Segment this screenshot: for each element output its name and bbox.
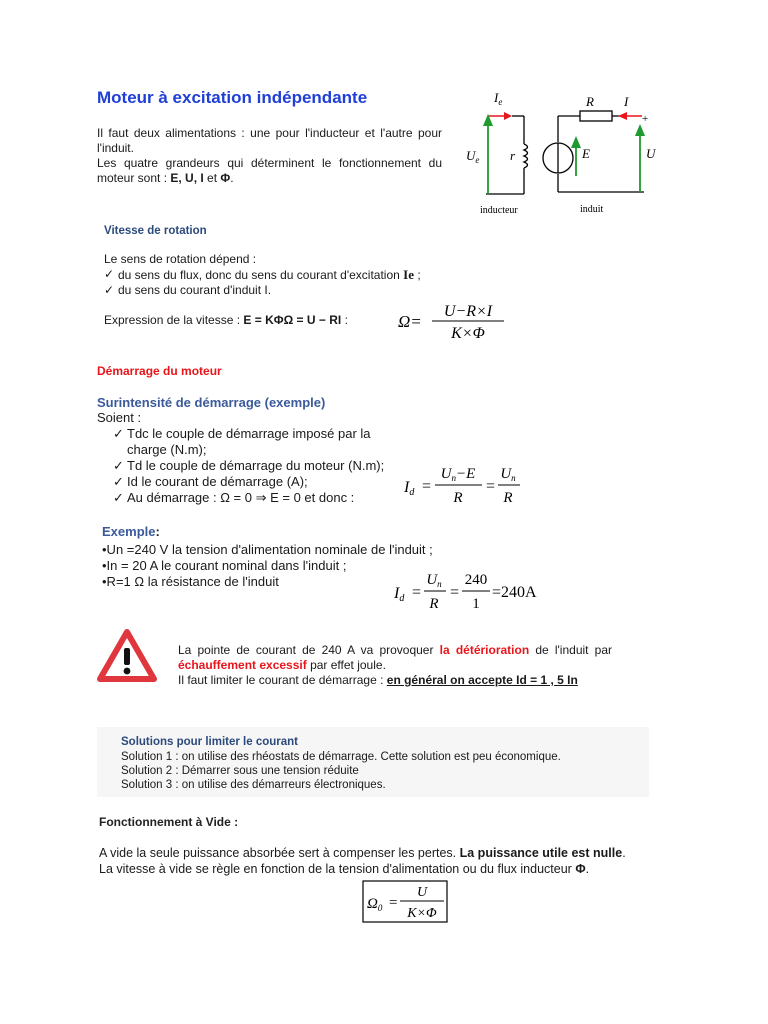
list-item: ✓ Au démarrage : Ω = 0 ⇒ E = 0 et donc :	[113, 490, 355, 505]
induit-label: induit	[580, 204, 604, 215]
ue-arrow	[483, 114, 493, 194]
list-item: ✓ du sens du flux, donc du sens du courant d'excitation Ie ;	[104, 267, 421, 282]
svg-text:=: =	[422, 478, 432, 495]
vitesse-list	[104, 267, 464, 298]
inducteur-label: inducteur	[480, 205, 518, 216]
svg-text:Un−E: $U_n-E$	[440, 466, 476, 483]
svg-text:=240A: =240A	[492, 584, 537, 601]
plus-label: +	[642, 113, 649, 125]
svg-text:=: =	[389, 895, 398, 911]
list-item: Solution 3 : on utilise des démarreurs électroniques.	[121, 779, 386, 791]
warning-text	[178, 643, 612, 688]
svg-text:Ω0: $\Omega_0$	[367, 896, 383, 913]
list-item: ✓ Id le courant de démarrage (A);	[113, 474, 308, 489]
svg-text:U: U	[416, 885, 428, 900]
surintensite-heading: Surintensité de démarrage (exemple)	[97, 395, 326, 410]
circuit-diagram	[460, 86, 660, 218]
list-item: ✓ Td le couple de démarrage du moteur (N.m);	[113, 458, 385, 473]
vitesse-heading: Vitesse de rotation	[104, 225, 207, 237]
i-arrow	[618, 112, 642, 120]
svg-text:Ω=: Ω=	[398, 312, 422, 331]
vide-formula	[362, 880, 448, 924]
svg-text:K×Φ: K×Φ	[451, 325, 485, 342]
svg-text:Un: $U_n$	[500, 466, 516, 483]
exemple-line: •Un =240 V la tension d'alimentation nominale de l'induit ;	[102, 542, 433, 557]
intro-line-2: Les quatre grandeurs qui déterminent le fonctionnement du moteur sont : E, U, I et Φ.	[97, 156, 442, 185]
demarrage-heading: Démarrage du moteur	[97, 364, 222, 378]
svg-text:R: R	[503, 490, 513, 506]
R-label: R	[586, 94, 594, 109]
svg-text:U−R×I: U−R×I	[443, 303, 493, 320]
warning-line-1: La pointe de courant de 240 A va provoquer la détérioration de l'induit par échauffement excessif par effet joule.	[178, 643, 612, 672]
demarrage-list	[113, 426, 413, 506]
vitesse-expression: Expression de la vitesse : E = KΦΩ = U − RI :	[104, 313, 348, 327]
vide-line-1: A vide la seule puissance absorbée sert à compenser les pertes. La puissance utile est nulle.	[99, 846, 626, 860]
svg-text:=: =	[412, 584, 422, 601]
svg-text:Id: Id	[394, 585, 405, 604]
vitesse-section	[104, 252, 464, 298]
list-item: Solution 1 : on utilise des rhéostats de démarrage. Cette solution est peu économique.	[121, 751, 561, 763]
svg-text:K×Φ: K×Φ	[407, 906, 437, 921]
vide-line-2: La vitesse à vide se règle en fonction de la tension d'alimentation ou du flux inducteur Φ.	[99, 862, 590, 876]
I-label: I	[624, 94, 629, 109]
svg-text:Id: Id	[404, 479, 415, 498]
list-item: ✓ Tdc le couple de démarrage imposé par la charge (N.m);	[113, 426, 371, 457]
warning-line-2: Il faut limiter le courant de démarrage : en général on accepte Id = 1 , 5 In	[178, 673, 578, 687]
vitesse-intro: Le sens de rotation dépend :	[104, 252, 257, 266]
list-item: ✓ du sens du courant d'induit I.	[104, 283, 272, 297]
intro-paragraph	[97, 126, 442, 186]
svg-text:R: R	[429, 596, 439, 612]
intro-line-1: Il faut deux alimentations : une pour l'inducteur et l'autre pour l'induit.	[97, 126, 442, 155]
page-title: Moteur à excitation indépendante	[97, 88, 368, 107]
warning-icon	[96, 628, 158, 684]
id-example-formula	[392, 568, 542, 614]
solutions-list	[121, 750, 561, 792]
svg-text:Un: $U_n$	[426, 572, 442, 589]
vitesse-formula	[396, 298, 508, 344]
list-item: Solution 2 : Démarrer sous une tension réduite	[121, 765, 359, 777]
id-formula	[402, 462, 526, 508]
inducteur-circuit	[486, 116, 528, 194]
vide-heading: Fonctionnement à Vide :	[99, 815, 239, 829]
vide-text	[99, 845, 626, 877]
svg-text:=: =	[450, 584, 460, 601]
E-label: E	[582, 146, 590, 161]
r-label: r	[510, 148, 516, 163]
ue-label: $U_e$	[466, 148, 480, 165]
svg-text:240: 240	[464, 572, 488, 588]
ie-label: $I_e$	[494, 90, 503, 107]
U-label: U	[646, 146, 656, 161]
exemple-line: •In = 20 A le courant nominal dans l'induit ;	[102, 558, 347, 573]
svg-text:R: R	[453, 490, 463, 506]
exemple-heading: Exemple:	[102, 524, 160, 539]
resistor-R	[580, 111, 612, 121]
soient-label: Soient :	[97, 410, 142, 425]
svg-text:=: =	[486, 478, 496, 495]
solutions-heading: Solutions pour limiter le courant	[121, 736, 298, 748]
exemple-line: •R=1 Ω la résistance de l'induit	[102, 574, 279, 589]
svg-text:1: 1	[472, 596, 480, 612]
u-arrow	[635, 124, 645, 192]
ie-arrow	[488, 112, 512, 120]
